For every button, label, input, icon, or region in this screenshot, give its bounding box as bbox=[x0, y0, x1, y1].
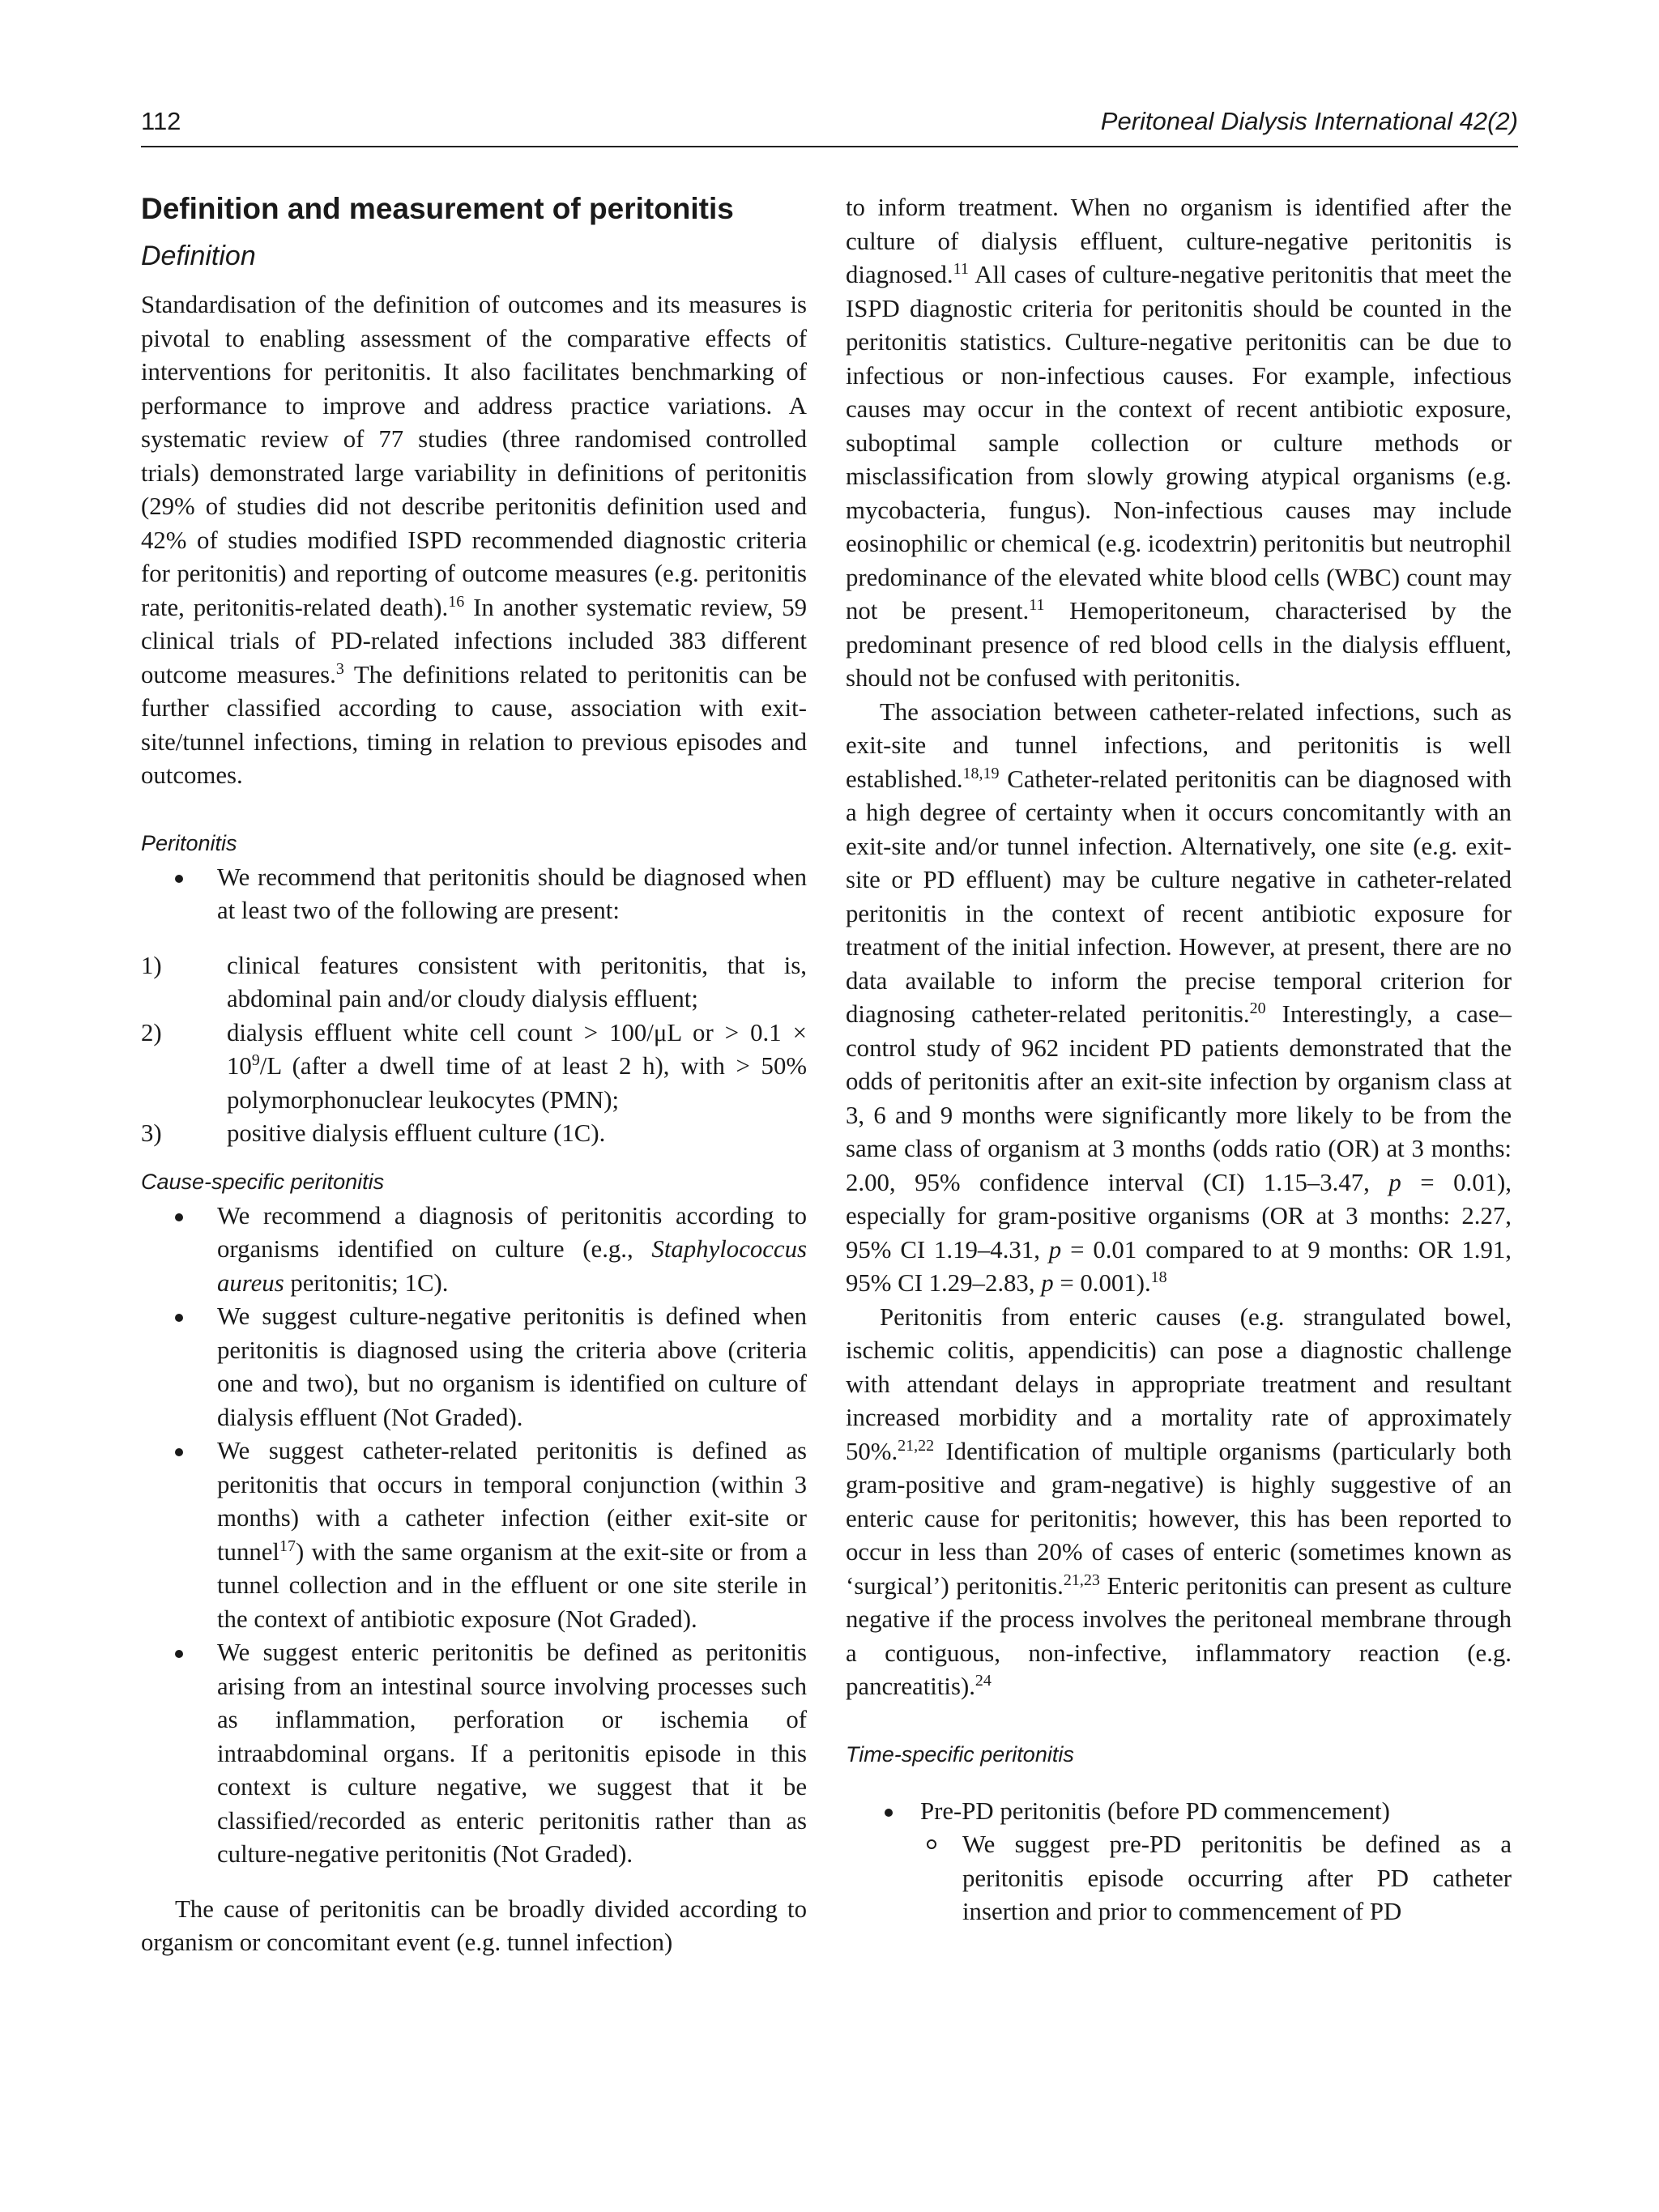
right-column bbox=[846, 191, 1512, 1929]
list-item: We suggest catheter-related peritonitis is defined as peritonitis that occurs in temporal conjunction (within 3 months) with a catheter infection (either exit-site or tunnel$^{17}$) with the same organism at the exit-site or from a tunnel collection and in the effluent or one site sterile in the context of antibiotic exposure (Not Graded). bbox=[141, 1434, 807, 1636]
bullet-icon bbox=[175, 875, 183, 883]
citation: 18,19 bbox=[962, 764, 1000, 782]
list-item: We suggest enteric peritonitis be defined as peritonitis arising from an intestinal source involving processes such as inflammation, perforation or ischemia of intraabdominal organs. If a peritonitis episode in this context is culture negative, we suggest that it be classified/recorded as enteric peritonitis rather than as culture-negative peritonitis (Not Graded). bbox=[141, 1636, 807, 1872]
culture-negative-paragraph: to inform treatment. When no organism is identified after the culture of dialysis effluent, culture-negative peritonitis is diagnosed.$^{11}$ All cases of culture-negative peritonitis that meet the ISPD diagnostic criteria for peritonitis should be counted in the peritonitis statistics. Culture-negative peritonitis can be due to infectious or non-infectious causes. For example, infectious causes may occur in the context of recent antibiotic exposure, suboptimal sample collection or culture methods or misclassification from slowly growing atypical organisms (e.g. mycobacteria, fungus). Non-infectious causes may include eosinophilic or chemical (e.g. icodextrin) peritonitis but neutrophil predominance of the elevated white blood cells (WBC) count may not be present.$^{11}$ Hemoperitoneum, characterised by the predominant presence of red blood cells in the dialysis effluent, should not be confused with peritonitis. bbox=[846, 194, 1512, 692]
citation: 3 bbox=[335, 659, 344, 678]
bullet-icon bbox=[175, 1213, 183, 1221]
bullet-icon bbox=[175, 1448, 183, 1456]
list-item: 1) clinical features consistent with peritonitis, that is, abdominal pain and/or cloudy dialysis effluent; bbox=[141, 951, 807, 1012]
citation: 21,22 bbox=[898, 1436, 935, 1455]
journal-name: Peritoneal Dialysis International 42(2) bbox=[1100, 107, 1518, 135]
cause-specific-label: Cause-specific peritonitis bbox=[141, 1169, 385, 1194]
bullet-icon bbox=[175, 1650, 183, 1658]
peritonitis-recommendation-list bbox=[141, 861, 807, 928]
time-specific-label: Time-specific peritonitis bbox=[846, 1741, 1074, 1767]
list-item: We suggest pre-PD peritonitis be defined as a peritonitis episode occurring after PD catheter insertion and prior to commencement of PD bbox=[920, 1828, 1512, 1929]
cause-specific-list bbox=[141, 1200, 807, 1872]
bullet-icon bbox=[175, 1314, 183, 1322]
running-header bbox=[141, 107, 1518, 147]
list-item: We recommend a diagnosis of peritonitis according to organisms identified on culture (e.g., Staphylococcus aureus peritonitis; 1C). bbox=[141, 1200, 807, 1301]
left-column bbox=[141, 191, 807, 1960]
subsection-heading: Definition bbox=[141, 241, 256, 271]
bullet-icon bbox=[885, 1809, 893, 1817]
time-specific-sublist bbox=[920, 1828, 1512, 1929]
time-specific-list bbox=[846, 1795, 1512, 1929]
citation: 21,23 bbox=[1063, 1571, 1100, 1589]
list-item: We recommend that peritonitis should be diagnosed when at least two of the following are present: bbox=[141, 861, 807, 928]
list-item: 3) positive dialysis effluent culture (1C). bbox=[141, 1119, 606, 1147]
citation: 16 bbox=[448, 592, 465, 611]
list-item: Pre-PD peritonitis (before PD commencement) We suggest pre-PD peritonitis be defined as a peritonitis episode occurring after PD catheter insertion and prior to commencement of PD bbox=[846, 1795, 1512, 1929]
list-item: We suggest culture-negative peritonitis is defined when peritonitis is diagnosed using the criteria above (criteria one and two), but no organism is identified on culture of dialysis effluent (Not Graded). bbox=[141, 1300, 807, 1434]
citation: 20 bbox=[1249, 999, 1266, 1017]
catheter-related-paragraph: The association between catheter-related infections, such as exit-site and tunnel infections, and peritonitis is well established.$^{18,19}$ Catheter-related peritonitis can be diagnosed with a high degree of certainty when it occurs concomitantly with an exit-site and/or tunnel infection. Alternatively, one site (e.g. exit-site or PD effluent) may be culture negative in catheter-related peritonitis in the context of recent antibiotic exposure for treatment of the initial infection. However, at present, there are no data available to inform the precise temporal criterion for diagnosing catheter-related peritonitis.$^{20}$ Interestingly, a case–control study of 962 incident PD patients demonstrated that the odds of peritonitis after an exit-site infection by organism class at 3, 6 and 9 months were significantly more likely to be from the same class of organism at 3 months (odds ratio (OR) at 3 months: 2.00, 95% confidence interval (CI) 1.15–3.47, p = 0.01), especially for gram-positive organisms (OR at 3 months: 2.27, 95% CI 1.19–4.31, p = 0.01 compared to at 9 months: OR 1.91, 95% CI 1.29–2.83, p = 0.001).$^{18}$ bbox=[846, 697, 1512, 1297]
page-number: 112 bbox=[141, 107, 181, 135]
citation: 24 bbox=[975, 1672, 992, 1690]
enteric-paragraph: Peritonitis from enteric causes (e.g. strangulated bowel, ischemic colitis, appendicitis) can pose a diagnostic challenge with attendant delays in appropriate treatment and resultant increased morbidity and a mortality rate of approximately 50%.$^{21,22}$ Identification of multiple organisms (particularly both gram-positive and gram-negative) is highly suggestive of an enteric cause for peritonitis; however, this has been reported to occur in less than 20% of cases of enteric (sometimes known as ‘surgical’) peritonitis.$^{21,23}$ Enteric peritonitis can present as culture negative if the process involves the peritoneal membrane through a contiguous, non-infective, inflammatory reaction (e.g. pancreatitis).$^{24}$ bbox=[846, 1302, 1512, 1700]
closing-paragraph: The cause of peritonitis can be broadly divided according to organism or concomitant event (e.g. tunnel infection) bbox=[141, 1894, 807, 1956]
list-item: 2) dialysis effluent white cell count > 100/μL or > $0.1 \times 10^9/L$ (after a dwell time of at least 2 h), with > 50% polymorphonuclear leukocytes (PMN); bbox=[141, 1018, 807, 1114]
intro-paragraph: Standardisation of the definition of outcomes and its measures is pivotal to enabling assessment of the comparative effects of interventions for peritonitis. It also facilitates benchmarking of performance to improve and address practice variations. A systematic review of 77 studies (three randomised controlled trials) demonstrated large variability in definitions of peritonitis (29% of studies did not describe peritonitis definition used and 42% of studies modified ISPD recommended diagnostic criteria for peritonitis) and reporting of outcome measures (e.g. peritonitis rate, peritonitis-related death).$^{16}$ In another systematic review, 59 clinical trials of PD-related infections included 383 different outcome measures.$^3$ The definitions related to peritonitis can be further classified according to cause, association with exit-site/tunnel infections, timing in relation to previous episodes and outcomes. bbox=[141, 291, 808, 789]
peritonitis-label: Peritonitis bbox=[141, 830, 237, 855]
circle-bullet-icon bbox=[927, 1839, 936, 1849]
citation: 11 bbox=[1029, 596, 1045, 614]
section-heading: Definition and measurement of peritonitis bbox=[141, 192, 734, 225]
diagnostic-criteria-list bbox=[141, 949, 807, 1151]
citation: 18 bbox=[1150, 1268, 1167, 1286]
citation: 11 bbox=[953, 260, 969, 278]
